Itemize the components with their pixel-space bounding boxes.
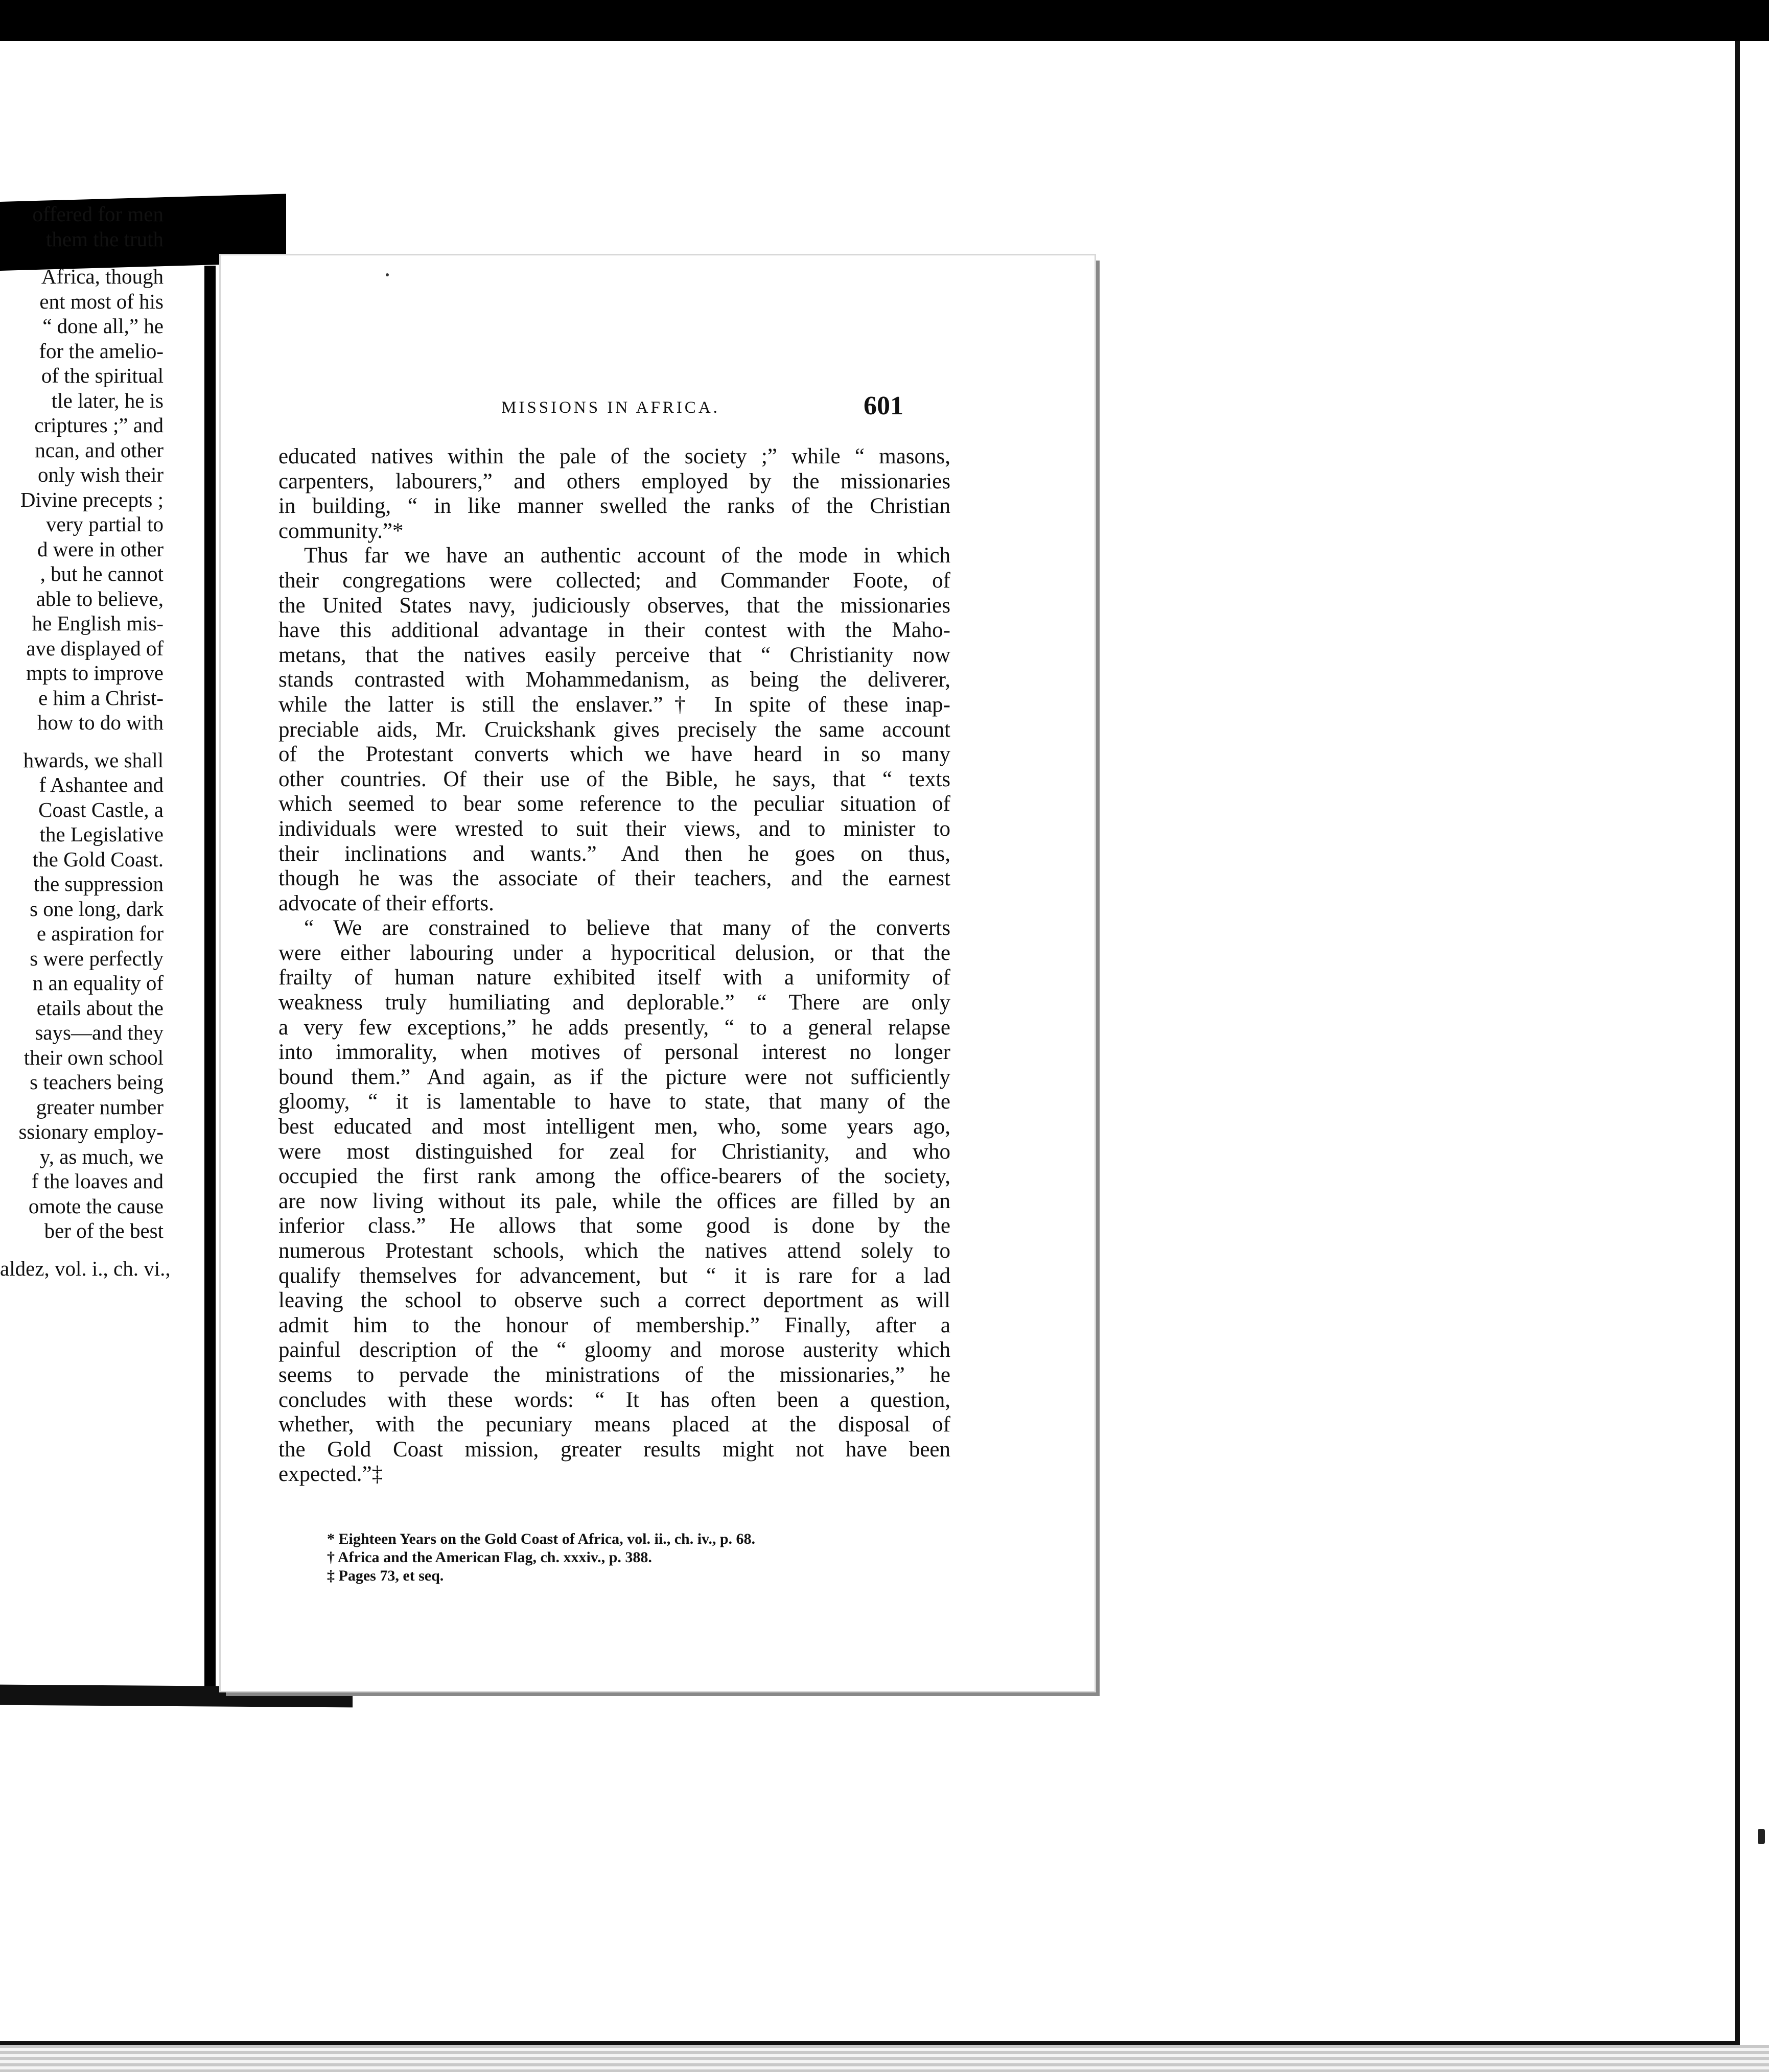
footnotes (327, 1530, 940, 1585)
text-line: occupied the first rank among the office-bearers of the society, (278, 1164, 950, 1189)
book-spine (204, 266, 216, 1691)
text-line: frailty of human nature exhibited itself with a uniformity of (278, 966, 950, 990)
text-line: painful description of the “ gloomy and morose austerity which (278, 1338, 950, 1362)
left-page-line: the Legislative (39, 822, 164, 846)
left-page-line: aldez, vol. i., ch. vi., (0, 1256, 171, 1280)
left-page-line: offered for men (32, 202, 164, 226)
text-line: qualify themselves for advancement, but “ it is rare for a lad (278, 1263, 950, 1288)
text-line: in building, “ in like manner swelled the ranks of the Christian (278, 494, 950, 519)
text-line: “ We are constrained to believe that many of the converts (304, 916, 950, 940)
left-page-line: the suppression (34, 872, 164, 896)
text-line: have this additional advantage in their contest with the Maho- (278, 618, 950, 643)
left-page-line: , but he cannot (40, 562, 164, 585)
text-line: while the latter is still the enslaver.”† In spite of these inap- (278, 692, 950, 717)
left-page-line (0, 251, 164, 264)
text-line: into immorality, when motives of personal interest no longer (278, 1040, 950, 1065)
left-page-line: “ done all,” he (42, 314, 164, 338)
body-text (278, 444, 950, 1487)
left-page-line: etails about the (36, 996, 164, 1020)
left-page-line (0, 735, 164, 748)
left-page-line: y, as much, we (39, 1144, 164, 1168)
text-line: other countries. Of their use of the Bible, he says, that “ texts (278, 767, 950, 791)
text-line: stands contrasted with Mohammedanism, as being the deliverer, (278, 668, 950, 692)
text-line: the Gold Coast mission, greater results might not have been (278, 1437, 950, 1462)
scan-bottom-border (0, 2041, 1740, 2045)
text-line: advocate of their efforts. (278, 891, 494, 915)
text-line: bound them.” And again, as if the picture were not sufficiently (278, 1065, 950, 1089)
text-line: which seemed to bear some reference to the peculiar situation of (278, 792, 950, 816)
footnote: * Eighteen Years on the Gold Coast of Africa, vol. ii., ch. iv., p. 68. (327, 1531, 756, 1547)
text-line: best educated and most intelligent men, who, some years ago, (278, 1115, 950, 1139)
left-page-line: e him a Christ- (38, 686, 164, 710)
text-line: their congregations were collected; and Commander Foote, of (278, 568, 950, 593)
left-page-line: s were perfectly (30, 946, 164, 970)
left-page-line: criptures ;” and (34, 413, 164, 437)
left-page-line: mpts to improve (26, 661, 164, 685)
text-line: though he was the associate of their teachers, and the earnest (278, 866, 950, 891)
left-page-line: omote the cause (28, 1194, 164, 1218)
text-line: admit him to the honour of membership.” Finally, after a (278, 1313, 950, 1337)
left-page-line: d were in other (37, 537, 164, 561)
left-page-line: f the loaves and (31, 1169, 164, 1193)
left-page-line: their own school (24, 1045, 164, 1069)
text-line: whether, with the pecuniary means placed at the disposal of (278, 1412, 950, 1437)
text-line: numerous Protestant schools, which the natives attend solely to (278, 1239, 950, 1263)
scan-bottom-stripes (0, 2045, 1769, 2072)
scan-artifact (1758, 1829, 1765, 1844)
left-page-line: s one long, dark (30, 897, 164, 921)
left-page-line: Africa, though (41, 265, 164, 288)
left-page-line: he English mis- (32, 611, 164, 635)
text-line: a very few exceptions,” he adds presently, “ to a general relapse (278, 1015, 950, 1040)
left-page-line: hwards, we shall (23, 748, 164, 772)
text-line: leaving the school to observe such a correct deportment as will (278, 1288, 950, 1313)
left-page-line: ncan, and other (35, 438, 164, 462)
text-line: carpenters, labourers,” and others employed by the missionaries (278, 469, 950, 493)
text-line: educated natives within the pale of the society ;” while “ masons, (278, 444, 950, 468)
left-page-line: for the amelio- (39, 339, 164, 363)
left-page-line: the Gold Coast. (32, 847, 164, 871)
page-number: 601 (864, 391, 903, 420)
text-line: were either labouring under a hypocritical delusion, or that the (278, 940, 950, 965)
text-line: are now living without its pale, while the offices are filled by an (278, 1189, 950, 1213)
text-line: inferior class.” He allows that some good is done by the (278, 1214, 950, 1238)
text-line: the United States navy, judiciously observes, that the missionaries (278, 593, 950, 618)
footnote: ‡ Pages 73, et seq. (327, 1567, 444, 1584)
left-page-line: of the spiritual (41, 364, 164, 387)
text-line: gloomy, “ it is lamentable to have to state, that many of the (278, 1090, 950, 1114)
footnote: † Africa and the American Flag, ch. xxxiv., p. 388. (327, 1549, 652, 1566)
text-line: preciable aids, Mr. Cruickshank gives precisely the same account (278, 717, 950, 742)
text-line: Thus far we have an authentic account of the mode in which (304, 544, 950, 568)
left-page-line: Divine precepts ; (20, 487, 164, 511)
left-page-line: s teachers being (30, 1070, 164, 1094)
left-page-line: Coast Castle, a (38, 797, 164, 821)
left-page-line: says—and they (35, 1021, 164, 1044)
text-line: weakness truly humiliating and deplorable.” “ There are only (278, 991, 950, 1015)
text-line: concludes with these words: “ It has often been a question, (278, 1387, 950, 1412)
running-head: MISSIONS IN AFRICA. (501, 398, 720, 417)
previous-page-text (0, 202, 171, 1281)
left-page-line (0, 1243, 164, 1256)
text-line: of the Protestant converts which we have heard in so many (278, 742, 950, 767)
text-line: seems to pervade the ministrations of the missionaries,” he (278, 1362, 950, 1387)
scan-right-border (1735, 41, 1740, 2043)
left-page-line: how to do with (37, 711, 164, 734)
left-page-line: f Ashantee and (39, 773, 164, 796)
text-line: community.”* (278, 519, 404, 543)
scan-top-border (0, 0, 1769, 41)
text-line: their inclinations and wants.” And then he goes on thus, (278, 841, 950, 866)
left-page-line: ent most of his (39, 289, 164, 313)
speck (386, 273, 389, 276)
left-page-line: n an equality of (32, 971, 164, 995)
left-page-line: able to believe, (36, 586, 164, 610)
left-page-line: only wish their (38, 463, 164, 486)
left-page-line: e aspiration for (36, 922, 164, 945)
left-page-line: tle later, he is (51, 388, 164, 412)
text-line: were most distinguished for zeal for Christianity, and who (278, 1139, 950, 1164)
left-page-line: ber of the best (44, 1219, 164, 1242)
left-page-line: very partial to (46, 512, 164, 536)
left-page-line: ave displayed of (26, 636, 164, 660)
left-page-line: ssionary employ- (18, 1120, 164, 1143)
text-line: metans, that the natives easily perceive that “ Christianity now (278, 643, 950, 667)
text-line: individuals were wrested to suit their views, and to minister to (278, 816, 950, 841)
left-page-line: greater number (36, 1095, 164, 1119)
left-page-line: them the truth (45, 227, 164, 251)
text-line: expected.”‡ (278, 1462, 383, 1487)
